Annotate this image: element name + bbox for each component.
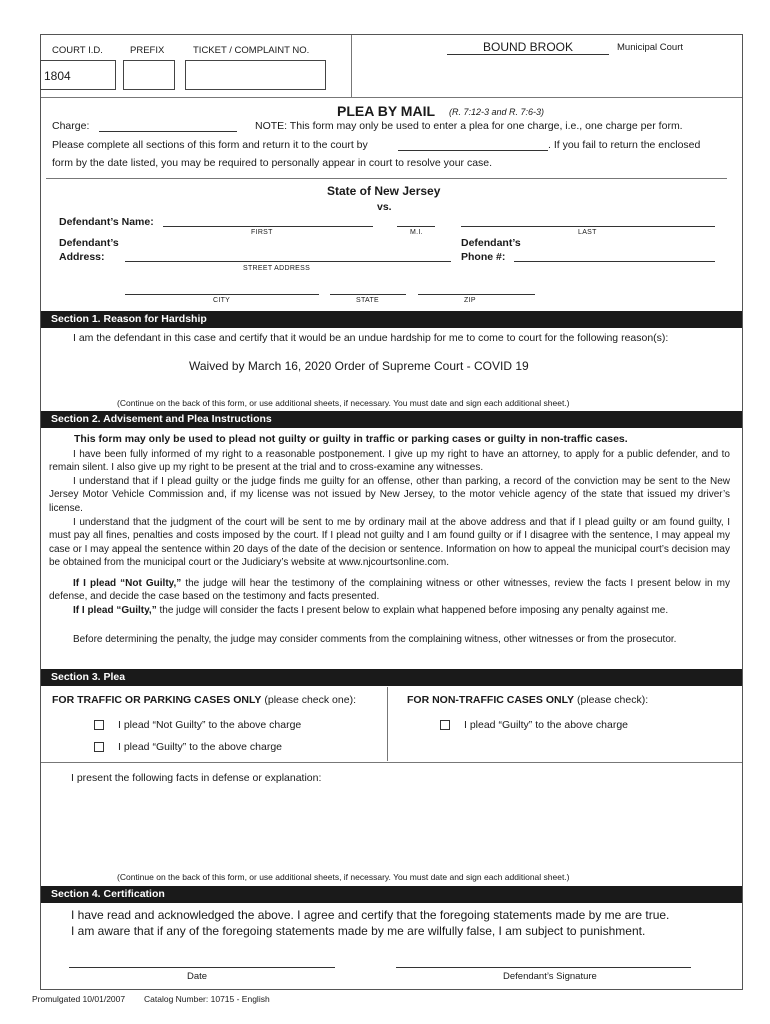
signature-label: Defendant’s Signature <box>503 971 597 982</box>
mi-label: M.I. <box>410 229 423 236</box>
charge-label: Charge: <box>52 120 90 132</box>
defendant-address-label-1: Defendant’s <box>59 237 119 249</box>
plea-options-rule <box>41 762 742 763</box>
one-charge-note: NOTE: This form may only be used to enter a plea for one charge, i.e., one charge per form. <box>255 120 683 132</box>
traffic-not-guilty-option[interactable] <box>94 719 301 731</box>
not-guilty-checkbox[interactable] <box>94 720 104 730</box>
defendant-address-label-2: Address: <box>59 251 105 263</box>
first-name-field[interactable] <box>163 226 373 227</box>
municipal-court-label: Municipal Court <box>617 42 683 53</box>
ticket-label: TICKET / COMPLAINT NO. <box>193 45 310 56</box>
section-1-heading: Section 1. Reason for Hardship <box>41 311 742 328</box>
street-address-field[interactable] <box>125 261 451 262</box>
nontraffic-plea-heading-bold: FOR NON-TRAFFIC CASES ONLY <box>407 694 575 706</box>
court-name[interactable]: BOUND BROOK <box>447 40 609 55</box>
header-rule <box>41 97 742 98</box>
date-label: Date <box>187 971 208 982</box>
guilty-plea-bold: If I plead “Guilty,” <box>73 605 157 616</box>
court-id-label: COURT I.D. <box>52 45 103 56</box>
guilty-checkbox[interactable] <box>94 742 104 752</box>
guilty-explanation <box>49 604 730 617</box>
section-1-continue-note: (Continue on the back of this form, or use additional sheets, if necessary. You must date and sign each additional sheet.) <box>117 398 570 408</box>
traffic-plea-heading <box>52 694 356 706</box>
section-2-heading: Section 2. Advisement and Plea Instructions <box>41 411 742 428</box>
caption-rule <box>46 178 727 179</box>
nontraffic-plea-heading <box>407 694 648 706</box>
street-address-label: STREET ADDRESS <box>243 265 311 272</box>
first-label: FIRST <box>251 229 273 236</box>
plea-by-mail-form <box>40 34 743 990</box>
charge-field[interactable] <box>99 131 237 132</box>
section-4-heading: Section 4. Certification <box>41 886 742 903</box>
nontraffic-plea-heading-rest: (please check): <box>574 694 649 706</box>
instructions-part-3: form by the date listed, you may be required to personally appear in court to resolve your case. <box>52 157 493 169</box>
rule-reference: (R. 7:12-3 and R. 7:6-3) <box>449 107 545 117</box>
not-guilty-plea-text: the judge will hear the testimony of the complaining witness or other witnesses, review the facts I present below in my defense, and decide the case based on the testimony and facts presented. <box>49 578 730 603</box>
last-label: LAST <box>578 229 597 236</box>
traffic-plea-heading-rest: (please check one): <box>261 694 356 706</box>
defendant-phone-label-2: Phone #: <box>461 251 506 263</box>
section-3-continue-note: (Continue on the back of this form, or use additional sheets, if necessary. You must date and sign each additional sheet.) <box>117 872 570 882</box>
zip-label: ZIP <box>464 297 476 304</box>
advisement-conviction-record: I understand that if I plead guilty or the judge finds me guilty for an offense, other than parking, a record of the conviction may be sent to the New Jersey Motor Vehicle Commission and, if my license was not issued by New Jersey, to the motor vehicle agency of the state that issued my driver’s license. <box>49 476 730 514</box>
facts-textarea[interactable] <box>51 787 731 867</box>
last-name-field[interactable] <box>461 226 715 227</box>
guilty-plea-text: the judge will consider the facts I present below to explain what happened before imposing any penalty against me. <box>156 605 669 616</box>
state-field[interactable] <box>330 294 406 295</box>
certification-line-2: I am aware that if any of the foregoing statements made by me are wilfully false, I am subject to punishment. <box>71 924 646 938</box>
nontraffic-guilty-option-label: I plead “Guilty” to the above charge <box>464 719 629 731</box>
middle-initial-field[interactable] <box>397 226 435 227</box>
instructions-part-2: . If you fail to return the enclosed <box>548 139 701 151</box>
form-title: PLEA BY MAIL <box>337 103 436 119</box>
penalty-determination: Before determining the penalty, the judge may consider comments from the complaining witness, other witnesses or from the prosecutor. <box>73 634 677 645</box>
plea-column-divider <box>387 687 388 761</box>
facts-label: I present the following facts in defense or explanation: <box>71 772 322 784</box>
instructions-part-1: Please complete all sections of this form and return it to the court by <box>52 139 368 151</box>
hardship-statement: I am the defendant in this case and certify that it would be an undue hardship for me to come to court for the following reason(s): <box>73 332 669 344</box>
return-date-field[interactable] <box>398 150 548 151</box>
prefix-label: PREFIX <box>130 45 165 56</box>
phone-field[interactable] <box>514 261 715 262</box>
ticket-field[interactable] <box>185 60 326 90</box>
city-field[interactable] <box>125 294 319 295</box>
vs-caption: vs. <box>377 201 392 213</box>
signature-field[interactable] <box>396 967 691 968</box>
hardship-reason[interactable]: Waived by March 16, 2020 Order of Supreme Court - COVID 19 <box>189 359 529 373</box>
traffic-guilty-option[interactable] <box>94 741 282 753</box>
court-id-field[interactable] <box>40 60 116 90</box>
form-usage-restriction: This form may only be used to plead not guilty or guilty in traffic or parking cases or guilty in non-traffic cases. <box>74 433 628 445</box>
promulgated-date: Promulgated 10/01/2007 <box>32 994 126 1004</box>
prefix-field[interactable] <box>123 60 175 90</box>
state-label: STATE <box>356 297 380 304</box>
advisement-rights: I have been fully informed of my right to a reasonable postponement. I give up my right to have an attorney, to apply for a public defender, and to remain silent. I also give up my right to be present at the trial and to cross-examine any witnesses. <box>49 449 730 474</box>
guilty-option-label: I plead “Guilty” to the above charge <box>118 741 283 753</box>
certification-line-1: I have read and acknowledged the above. I agree and certify that the foregoing statements made by me are true. <box>71 908 670 922</box>
not-guilty-plea-bold: If I plead “Not Guilty,” <box>73 578 182 589</box>
court-id-value: 1804 <box>44 69 71 83</box>
defendant-phone-label-1: Defendant’s <box>461 237 521 249</box>
section-3-heading: Section 3. Plea <box>41 669 742 686</box>
advisement-judgment: I understand that the judgment of the court will be sent to me by ordinary mail at the above address and that if I plead guilty or am found guilty, I must pay all fines, penalties and costs imposed by the court. If I plead not guilty and I am found guilty or if I disagree with the sentence, I may appeal my case or I may appeal the sentence within 20 days of the date of the decision or sentence. Information on how to appeal the municipal court’s decision may be obtained from the municipal court or the Judiciary’s website at www.njcourtsonline.com. <box>49 517 730 569</box>
not-guilty-explanation <box>49 577 730 604</box>
header-divider <box>351 35 352 97</box>
catalog-number: Catalog Number: 10715 - English <box>144 994 270 1004</box>
traffic-plea-heading-bold: FOR TRAFFIC OR PARKING CASES ONLY <box>52 694 262 706</box>
not-guilty-option-label: I plead “Not Guilty” to the above charge <box>118 719 302 731</box>
state-caption: State of New Jersey <box>327 184 441 198</box>
nontraffic-guilty-checkbox[interactable] <box>440 720 450 730</box>
city-label: CITY <box>213 297 231 304</box>
zip-field[interactable] <box>418 294 535 295</box>
nontraffic-guilty-option[interactable] <box>440 719 628 731</box>
date-field[interactable] <box>69 967 335 968</box>
defendant-name-label: Defendant’s Name: <box>59 216 154 228</box>
